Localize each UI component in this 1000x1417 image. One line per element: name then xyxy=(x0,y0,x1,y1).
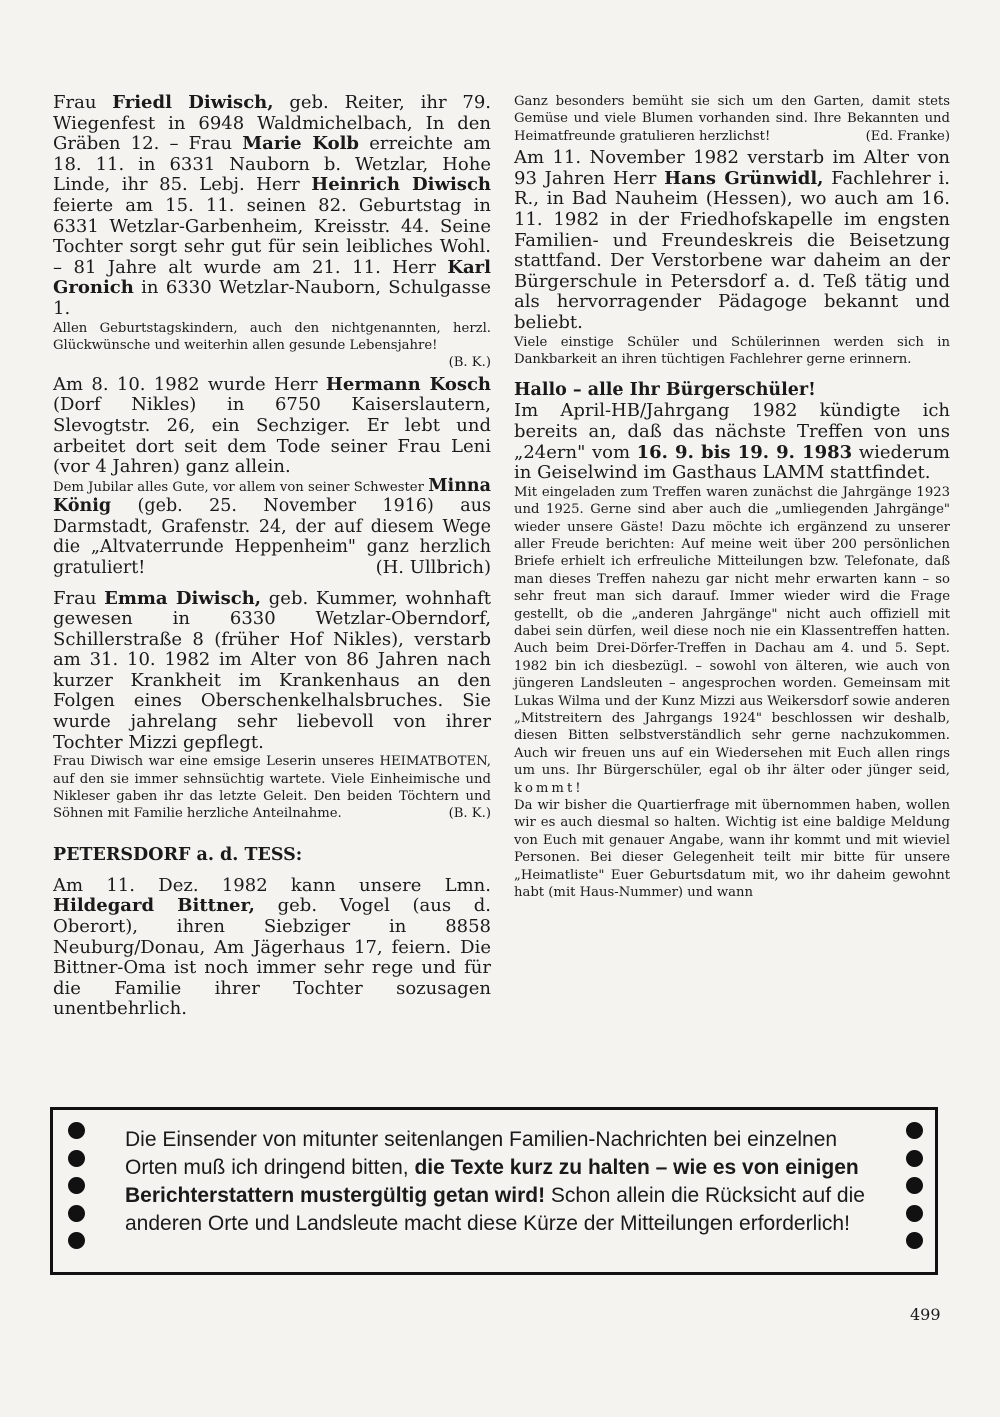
paragraph-bittner xyxy=(53,876,491,1020)
text: erreichte am 18. 11. in 6331 Nauborn b. Wetzlar, Hohe Linde, ihr 85. Lebj. Herr xyxy=(53,133,491,196)
bullet-icon xyxy=(906,1177,923,1194)
signature-text: (B. K.) xyxy=(448,355,491,371)
text: Frau xyxy=(53,587,105,609)
text: Am 8. 10. 1982 wurde Herr xyxy=(53,373,326,395)
text: (geb. 25. November 1916) aus Darmstadt, Grafenstr. 24, der auf diesem Wege die „Altvaterrunde Heppenheim" ganz herzlich gratuliert! xyxy=(53,496,491,578)
bullet-icon xyxy=(906,1122,923,1139)
text: (Dorf Nikles) in 6750 Kaiserslautern, Slevogtstr. 26, ein Sechziger. Er lebt und arbeitet dort seit dem Tode seiner Frau Leni (vor 4 Jahren) ganz allein. xyxy=(53,394,491,478)
bold-name: Hermann Kosch xyxy=(325,373,492,395)
section-heading-buergerschueler: Hallo – alle Ihr Bürgerschüler! xyxy=(514,380,816,401)
signature-text: (Ed. Franke) xyxy=(865,128,950,144)
notice-box xyxy=(50,1107,938,1275)
text: Allen Geburtstagskindern, auch den nichtgenannten, herzl. Glückwünsche und weiterhin allen gesunde Lebensjahre! xyxy=(53,320,491,353)
notice-text xyxy=(125,1126,887,1238)
bullet-icon xyxy=(68,1150,85,1167)
bullet-icon xyxy=(68,1122,85,1139)
bold-name: Emma Diwisch, xyxy=(104,587,262,609)
bullet-icon xyxy=(906,1232,923,1249)
left-column xyxy=(53,93,491,1020)
paragraph-kosch xyxy=(53,375,491,478)
text: Am 11. Dez. 1982 kann unsere Lmn. xyxy=(53,874,491,896)
paragraph-congratulations xyxy=(53,320,491,355)
paragraph-birthdays xyxy=(53,93,491,320)
text: Viele einstige Schüler und Schülerinnen werden sich in Dankbarkeit an ihren tüchtigen Fachlehrer gerne erinnern. xyxy=(514,334,950,367)
bullet-icon xyxy=(906,1150,923,1167)
bold-name: Friedl Diwisch, xyxy=(112,92,274,113)
bold-name: Minna König xyxy=(53,475,491,517)
section-heading-petersdorf: PETERSDORF a. d. TESS: xyxy=(53,844,303,865)
paragraph-treffen xyxy=(514,401,950,483)
bold-date: 16. 9. bis 19. 9. 1983 xyxy=(636,441,853,463)
spaced-text: kommt! xyxy=(514,780,584,796)
bold-name: Karl Gronich xyxy=(53,256,491,299)
paragraph-students xyxy=(514,334,950,369)
paragraph-invitation xyxy=(514,484,950,797)
bullet-icon xyxy=(906,1205,923,1222)
text: geb. Reiter, ihr 79. Wiegenfest in 6948 Waldmichelbach, In den Gräben 12. – Frau xyxy=(53,92,492,155)
text: Dem Jubilar alles Gute, vor allem von seiner Schwester xyxy=(53,479,429,495)
text: Schon allein die Rücksicht auf die anderen Orte und Landsleute macht diese Kürze der Mitteilungen erforderlich! xyxy=(125,1184,865,1235)
text: Frau Diwisch war eine emsige Leserin unseres HEIMATBOTEN, auf den sie immer sehnsüchtig wartete. Viele Einheimische und Nikleser gaben ihr das letzte Geleit. Den beiden Töchtern und Söhnen mit Familie herzliche Anteilnahme. xyxy=(53,754,491,822)
text: Am 11. November 1982 verstarb im Alter von 93 Jahren Herr xyxy=(514,147,950,189)
signature-text: (B. K.) xyxy=(448,806,491,822)
right-column xyxy=(514,93,950,902)
signature-text: (H. Ullbrich) xyxy=(375,556,491,578)
text: geb. Kummer, wohnhaft gewesen in 6330 Wetzlar-Oberndorf, Schillerstraße 8 (früher Hof Nikles), verstarb am 31. 10. 1982 im Alter von 86 Jahren nach kurzer Krankheit im Krankenhaus an den Folgen eines Oberschenkelhalsbruches. Sie wurde jahrelang sehr liebevoll von ihrer Tochter Mizzi gepflegt. xyxy=(53,587,492,753)
signature xyxy=(53,354,491,371)
bullet-column-right xyxy=(906,1122,928,1260)
text: Ganz besonders bemüht sie sich um den Garten, damit stets Gemüse und viele Blumen vorhanden sind. Ihre Bekannten und Heimatfreunde gratulieren herzlichst! xyxy=(514,94,950,144)
bold-name: Heinrich Diwisch xyxy=(311,174,491,196)
text: Im April-HB/Jahrgang 1982 kündigte ich bereits an, daß das nächste Treffen von uns „24ern" vom xyxy=(514,400,950,463)
bold-name: Hans Grünwidl, xyxy=(664,167,824,189)
bold-name: Marie Kolb xyxy=(242,133,360,155)
bullet-icon xyxy=(68,1232,85,1249)
text: Da wir bisher die Quartierfrage mit übernommen haben, wollen wir es auch diesmal so halten. Wichtig ist eine baldige Meldung von Euch mit genauer Angabe, wann ihr kommt und mit wieviel Personen. Bei dieser Gelegenheit teilt mir bitte für unsere „Heimatliste" Euer Geburtsdatum mit, wo ihr daheim gewohnt habt (mit Haus-Nummer) und wann xyxy=(514,798,950,901)
text: Die Einsender von mitunter seitenlangen Familien-Nachrichten bei einzelnen Orten muß ich dringend bitten, xyxy=(125,1128,838,1179)
text: wiederum in Geiselwind im Gasthaus LAMM stattfindet. xyxy=(514,441,950,484)
bullet-column-left xyxy=(68,1122,90,1260)
paragraph-gruenwidl xyxy=(514,148,950,333)
bullet-icon xyxy=(68,1177,85,1194)
page-number: 499 xyxy=(910,1305,941,1324)
bold-name: Hildegard Bittner, xyxy=(53,895,255,917)
bullet-icon xyxy=(68,1205,85,1222)
text: Mit eingeladen zum Treffen waren zunächst die Jahrgänge 1923 und 1925. Gerne sind aber auch die „umliegenden Jahrgänge" wieder unsere Gäste! Dazu möchte ich ergänzend zu unserer aller Freude berichten: Auf meine weit über 200 persönlichen Briefe erhielt ich erfreuliche Mitteilungen bzw. Telefonate, daß man dieses Treffen nahezu gar nicht mehr erwarten kann – so sehr freut man sich darauf. Immer wieder wird die Frage gestellt, ob die „anderen Jahrgänge" nicht auch offiziell mit dabei sein dürfen, weil diese noch nie ein Klassentreffen hatten. Auch beim Drei-Dörfer-Treffen in Dachau am 4. und 5. Sept. 1982 bin ich diesbezügl. – sowohl von älteren, wie auch von jüngeren Landsleuten – angesprochen worden. Gemeinsam mit Lukas Wilma und der Kunz Mizzi aus Weikersdorf sowie anderen „Mitstreitern des Jahrgangs 1924" beschlossen wir deshalb, diesen Bitten selbstverständlich sehr gerne nachzukommen. Auch wir freuen uns auf ein Wiedersehen mit Euch allen rings um uns. Ihr Bürgerschüler, egal ob ihr älter oder jünger seid, xyxy=(514,484,950,779)
text: in 6330 Wetzlar-Nauborn, Schulgasse 1. xyxy=(53,277,491,319)
paragraph-emma-diwisch xyxy=(53,589,491,754)
text: Frau xyxy=(53,92,113,113)
text: geb. Vogel (aus d. Oberort), ihren Siebziger in 8858 Neuburg/Donau, Am Jägerhaus 17, feiern. Die Bittner-Oma ist noch immer sehr rege und für die Familie ihrer Tochter sozusagen unentbehrlich. xyxy=(53,895,492,1020)
paragraph-quarters xyxy=(514,797,950,901)
bold-text: die Texte kurz zu halten – wie es von einigen Berichterstattern mustergültig getan wird! xyxy=(125,1156,859,1207)
text: Fachlehrer i. R., in Bad Nauheim (Hessen), wo auch am 16. 11. 1982 in der Friedhofskapelle im engsten Familien- und Freundeskreis die Beisetzung stattfand. Der Verstorbene war daheim an der Bürgerschule in Petersdorf a. d. Teß tätig und als hervorragender Pädagoge bekannt und beliebt. xyxy=(514,167,950,333)
text: feierte am 15. 11. seinen 82. Geburtstag in 6331 Wetzlar-Garbenheim, Kreisstr. 44. Seine Tochter sorgt sehr gut für sein leibliches Wohl. – 81 Jahre alt wurde am 21. 11. Herr xyxy=(53,194,491,278)
